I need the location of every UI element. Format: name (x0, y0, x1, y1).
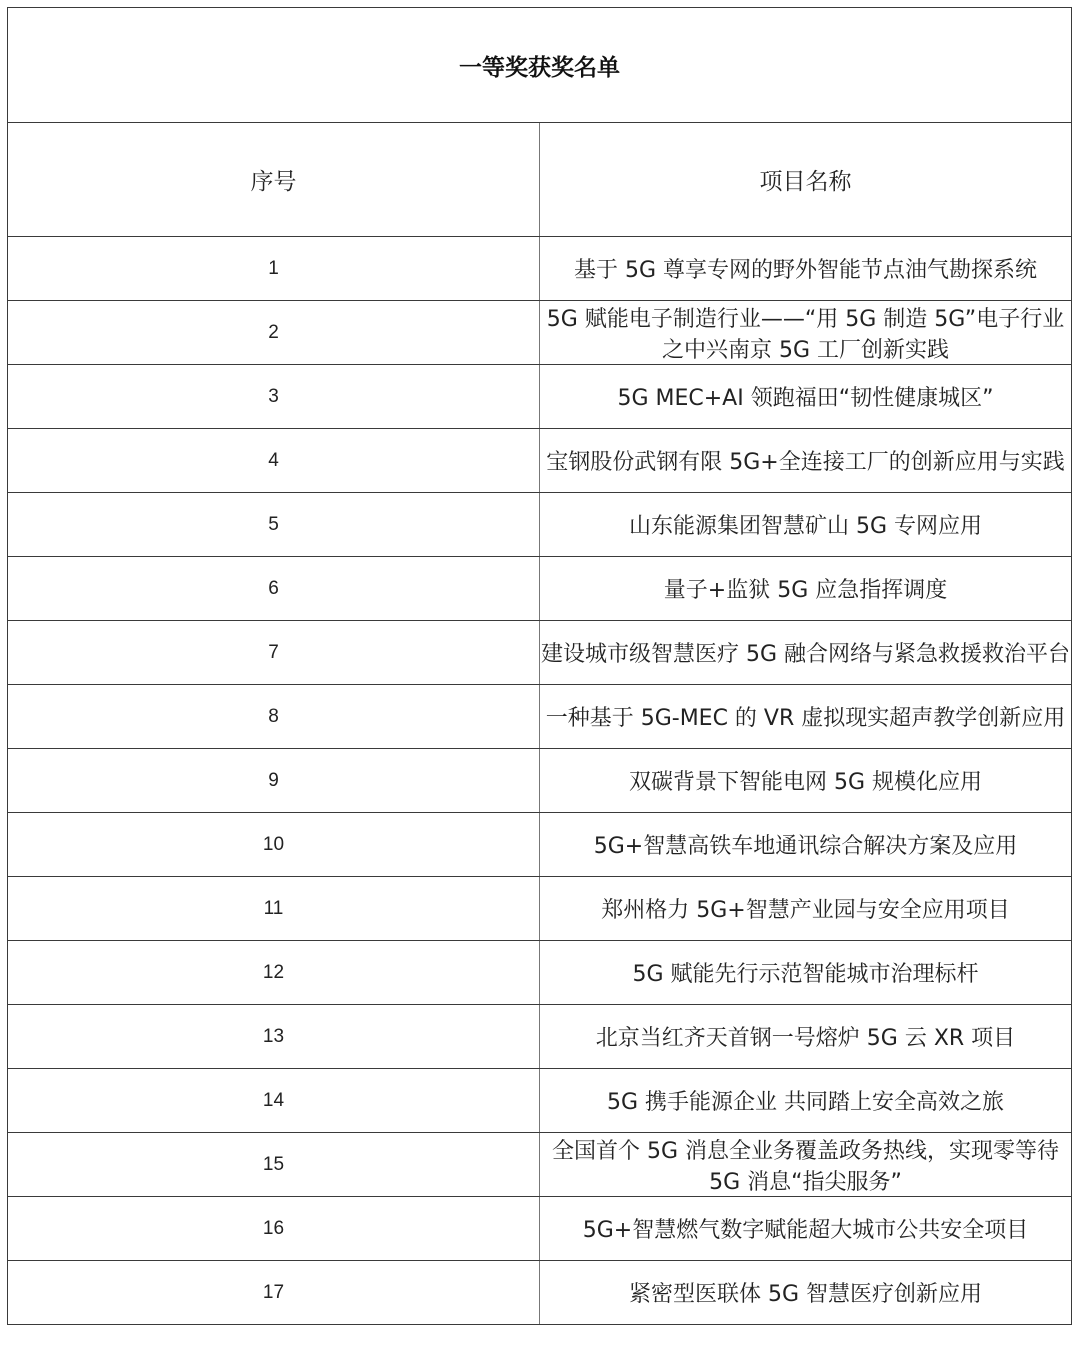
table-row (8, 493, 1072, 557)
row-index: 10 (8, 813, 540, 877)
title-row (8, 8, 1072, 123)
row-index: 7 (8, 621, 540, 685)
table-row (8, 813, 1072, 877)
row-index: 8 (8, 685, 540, 749)
row-index: 6 (8, 557, 540, 621)
row-index: 3 (8, 365, 540, 429)
row-index: 16 (8, 1197, 540, 1261)
row-project-name: 基于 5G 尊享专网的野外智能节点油气勘探系统 (540, 237, 1072, 301)
table-row (8, 877, 1072, 941)
table-row (8, 365, 1072, 429)
table-title: 一等奖获奖名单 (8, 8, 1072, 123)
table-row (8, 429, 1072, 493)
table-row (8, 941, 1072, 1005)
table-row (8, 685, 1072, 749)
table-row (8, 557, 1072, 621)
row-index: 14 (8, 1069, 540, 1133)
row-project-name: 5G+智慧高铁车地通讯综合解决方案及应用 (540, 813, 1072, 877)
row-project-name: 双碳背景下智能电网 5G 规模化应用 (540, 749, 1072, 813)
row-index: 15 (8, 1133, 540, 1197)
row-project-name: 全国首个 5G 消息全业务覆盖政务热线，实现零等待 5G 消息“指尖服务” (540, 1133, 1072, 1197)
row-project-name: 建设城市级智慧医疗 5G 融合网络与紧急救援救治平台 (540, 621, 1072, 685)
row-project-name: 北京当红齐天首钢一号熔炉 5G 云 XR 项目 (540, 1005, 1072, 1069)
table-row (8, 621, 1072, 685)
row-project-name: 宝钢股份武钢有限 5G+全连接工厂的创新应用与实践 (540, 429, 1072, 493)
row-project-name: 一种基于 5G-MEC 的 VR 虚拟现实超声教学创新应用 (540, 685, 1072, 749)
row-project-name: 5G 携手能源企业 共同踏上安全高效之旅 (540, 1069, 1072, 1133)
table-row (8, 1261, 1072, 1325)
header-row (8, 123, 1072, 237)
row-index: 4 (8, 429, 540, 493)
row-index: 13 (8, 1005, 540, 1069)
row-index: 2 (8, 301, 540, 365)
row-project-name: 5G MEC+AI 领跑福田“韧性健康城区” (540, 365, 1072, 429)
row-index: 1 (8, 237, 540, 301)
row-project-name: 山东能源集团智慧矿山 5G 专网应用 (540, 493, 1072, 557)
header-project-name: 项目名称 (540, 123, 1072, 237)
row-project-name: 5G 赋能电子制造行业——“用 5G 制造 5G”电子行业之中兴南京 5G 工厂创新实践 (540, 301, 1072, 365)
table-row (8, 1197, 1072, 1261)
table-row (8, 1005, 1072, 1069)
row-project-name: 5G 赋能先行示范智能城市治理标杆 (540, 941, 1072, 1005)
header-index: 序号 (8, 123, 540, 237)
table-row (8, 1069, 1072, 1133)
row-project-name: 郑州格力 5G+智慧产业园与安全应用项目 (540, 877, 1072, 941)
table-row (8, 301, 1072, 365)
table-row (8, 237, 1072, 301)
row-index: 9 (8, 749, 540, 813)
row-project-name: 紧密型医联体 5G 智慧医疗创新应用 (540, 1261, 1072, 1325)
row-index: 11 (8, 877, 540, 941)
row-project-name: 量子+监狱 5G 应急指挥调度 (540, 557, 1072, 621)
row-project-name: 5G+智慧燃气数字赋能超大城市公共安全项目 (540, 1197, 1072, 1261)
row-index: 17 (8, 1261, 540, 1325)
row-index: 5 (8, 493, 540, 557)
award-list-table (7, 7, 1072, 1325)
table-row (8, 1133, 1072, 1197)
table-row (8, 749, 1072, 813)
row-index: 12 (8, 941, 540, 1005)
